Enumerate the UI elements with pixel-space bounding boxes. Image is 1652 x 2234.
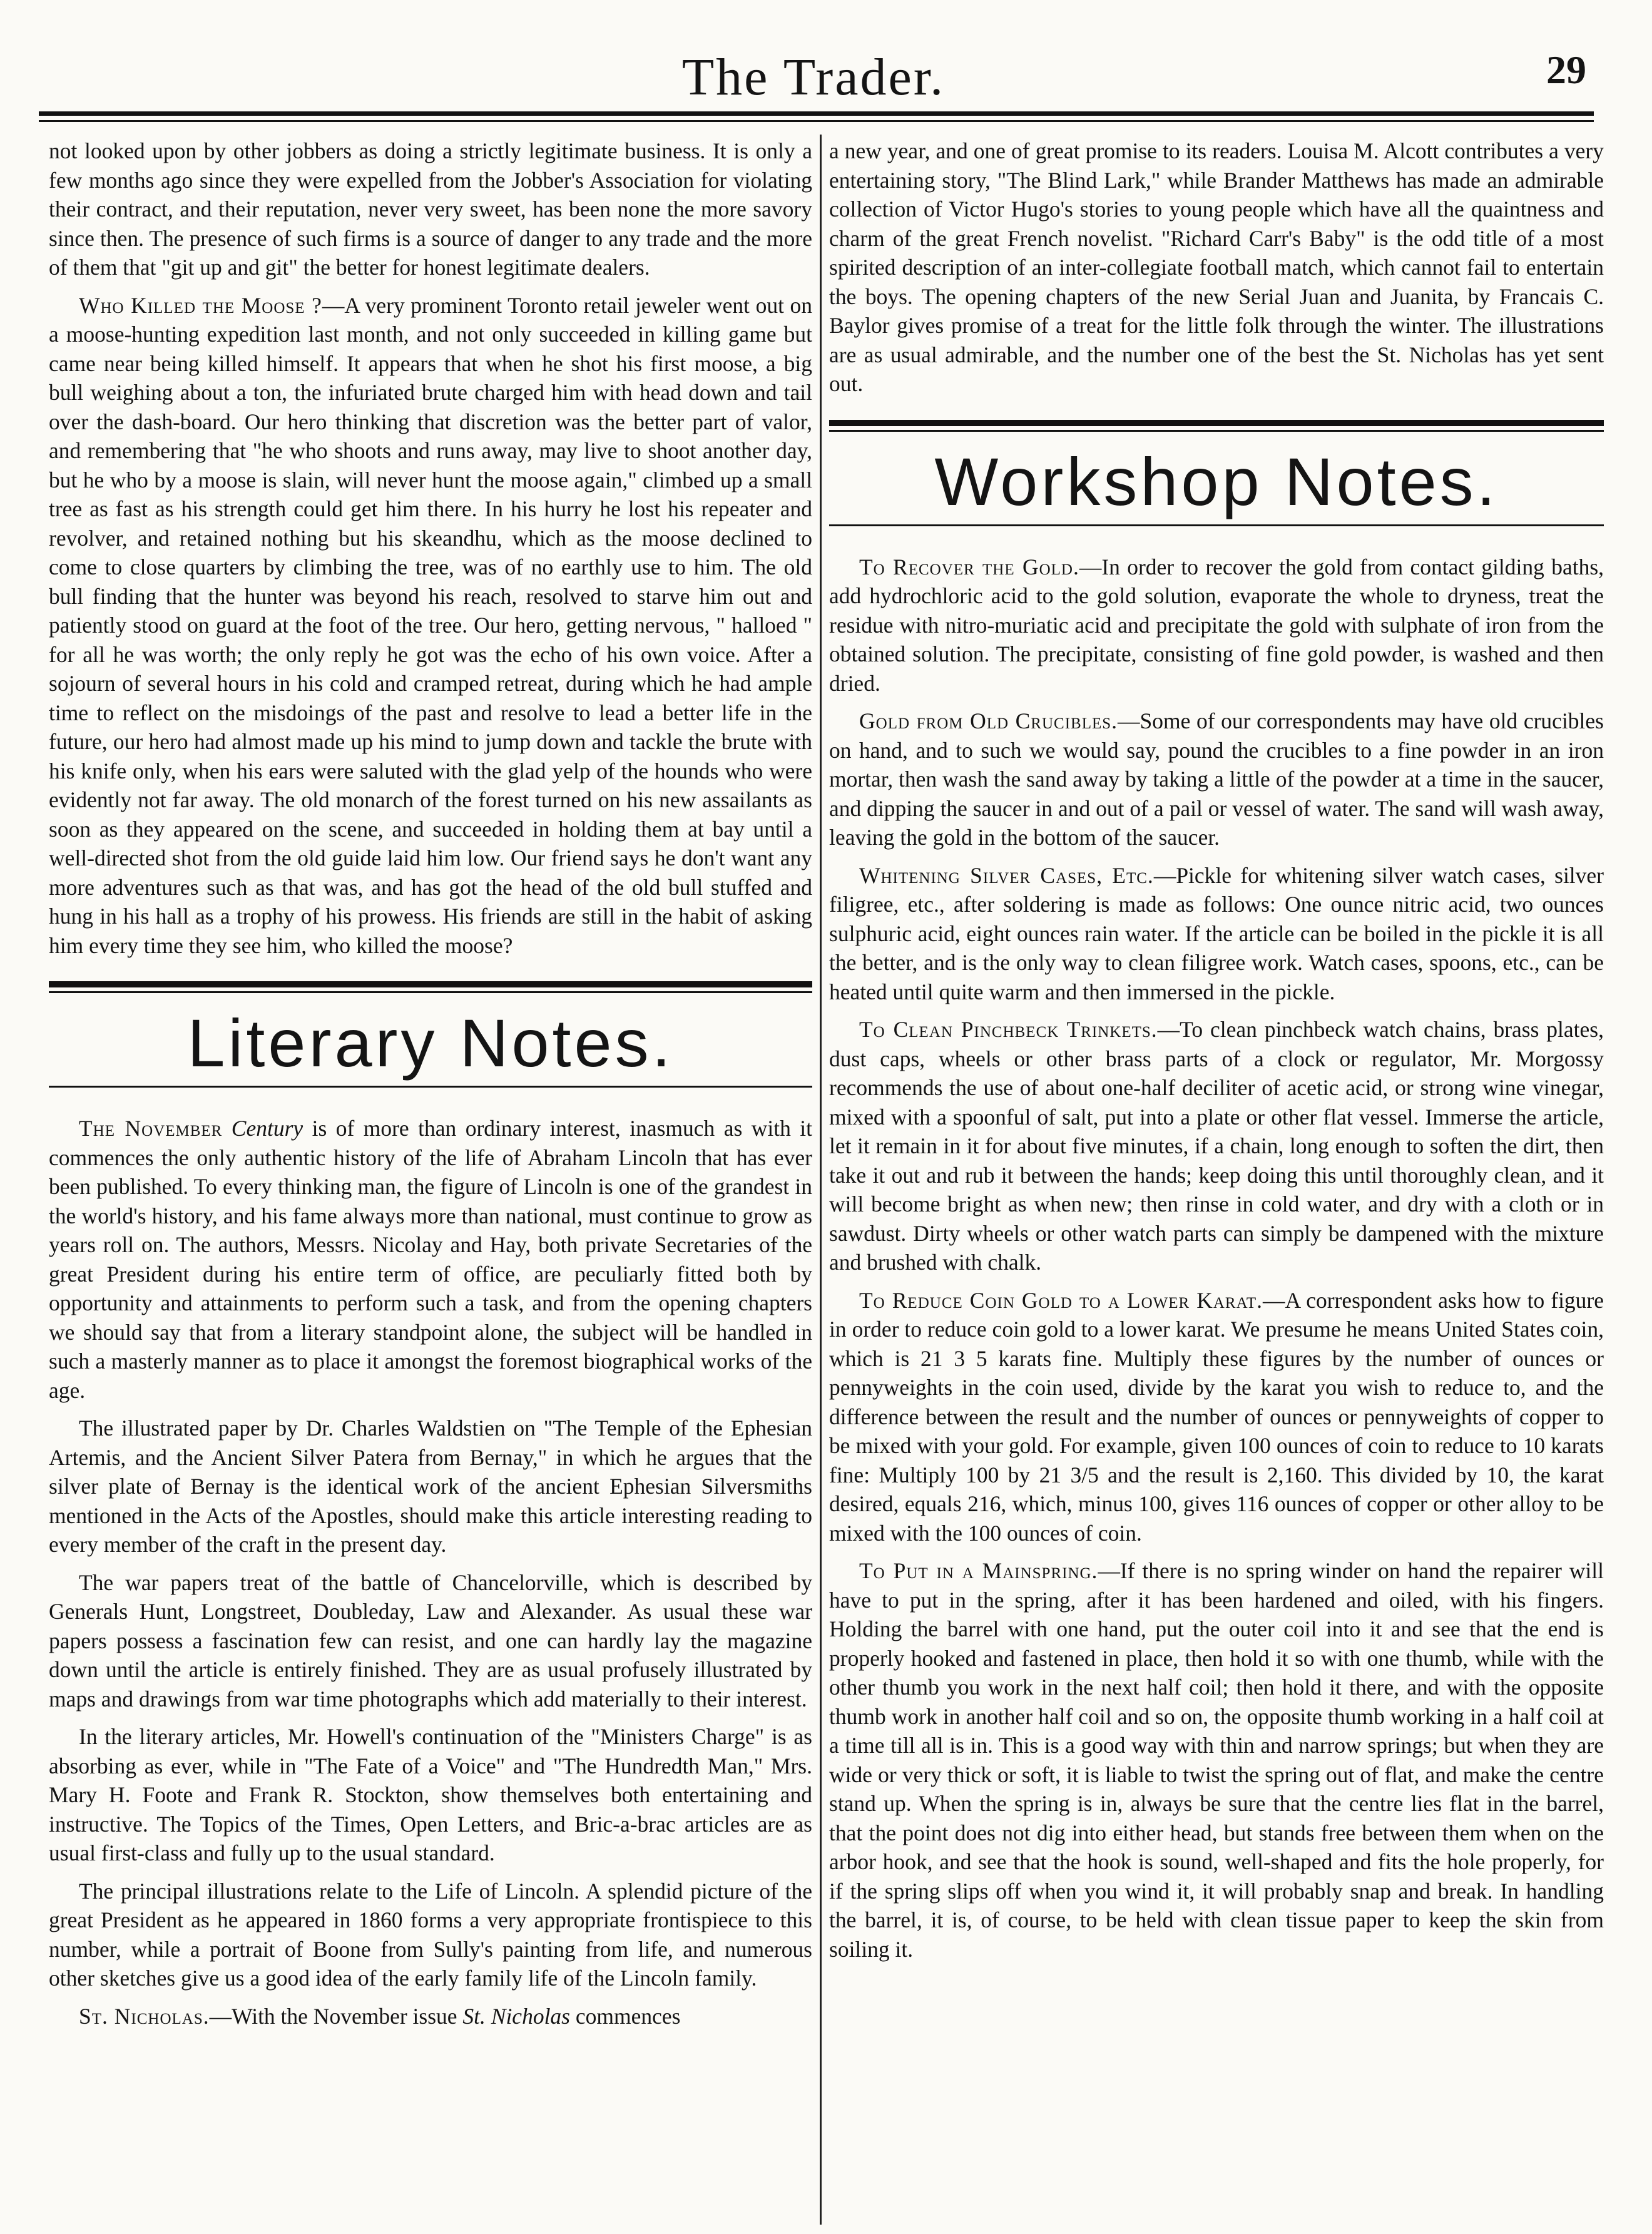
column-divider xyxy=(820,135,822,2225)
workshop-note xyxy=(829,1015,1604,1277)
moose-article-heading: Who Killed the Moose ? xyxy=(79,292,322,318)
literary-paragraph: The principal illustrations relate to the Life of Lincoln. A splendid picture of the great President as he appeared in 1860 forms a very appropriate frontispiece to this number, while a portrait of Boone from Sully's painting from life, and numerous other sketches give us a good idea of the early family life of the Lincoln family. xyxy=(49,1878,812,1991)
note-body: —In order to recover the gold from contact gilding baths, add hydrochloric acid to the gold solution, evaporate the whole to dryness, treat the residue with nitro-muriatic acid and precipitate the gold with sulphate of iron from the obtained solution. The precipitate, consisting of fine gold powder, is washed and then dried. xyxy=(829,554,1604,696)
page-header xyxy=(0,0,1652,125)
magazine-title: St. Nicholas xyxy=(462,2003,570,2029)
literary-section-rule xyxy=(49,981,812,993)
literary-notes-heading: Literary Notes. xyxy=(187,1005,674,1081)
workshop-section-rule xyxy=(829,420,1604,432)
note-body: —To clean pinchbeck watch chains, brass plates, dust caps, wheels or other brass parts of a clock or regulator, Mr. Morgossy recommends the use of about one-half deciliter of acetic acid, or strong wine vinegar, mixed with a spoonful of salt, put into a plate or other flat vessel. Immerse the article, let it remain in it for about five minutes, if a chain, long enough to soften the dirt, then take it out and rub it between the hands; keep doing this until thoroughly clean, and it will become bright as when new; then rinse in cold water, and dry with a cloth or in sawdust. Dirty wheels or other watch parts can simply be dampened with the mixture and brushed with chalk. xyxy=(829,1017,1604,1275)
literary-text: commences xyxy=(575,2003,681,2029)
note-heading: Whitening Silver Cases, Etc. xyxy=(859,862,1154,888)
literary-paragraph xyxy=(49,2002,812,2031)
literary-lead: St. Nicholas. xyxy=(79,2003,210,2029)
literary-text: —With the November issue xyxy=(209,2003,457,2029)
workshop-note xyxy=(829,1556,1604,1964)
masthead-title: The Trader. xyxy=(681,48,946,106)
workshop-notes-heading: Workshop Notes. xyxy=(934,443,1499,519)
header-rule-thin xyxy=(39,120,1594,122)
note-body: —If there is no spring winder on hand the repairer will have to put in the spring, after it has been hardened and oiled, with his fingers. Holding the barrel with one hand, put the outer coil into it and see that the end is properly hooked and fastened in place, then hold it so with one thumb, while with the other thumb you work in the next half coil; then hold it there, and with the opposite thumb work in another half coil and so on, the opposite thumb working in a half coil at a time till all is in. This is a good way with thin and narrow springs; but when they are wide or very thick or soft, it is liable to twist the spring out of flat, and make the centre stand up. When the spring is in, always be sure that the centre lies flat in the barrel, that the point does not dig into either head, but stands free between them when on the arbor hook, and see that the hook is sound, well-shaped and fits the hole properly, for if the spring slips off when you wind it, it will probably snap and break. In handling the barrel, it is, of course, to be held with clean tissue paper to keep the skin from soiling it. xyxy=(829,1558,1604,1962)
moose-article xyxy=(49,291,812,961)
note-body: —A correspondent asks how to figure in order to reduce coin gold to a lower karat. We presume he means United States coin, which is 21 3 5 karats fine. Multiply these figures by the number of ounces or pennyweights in the coin used, divide by the karat you wish to reduce to, and the difference between the result and the number of ounces or pennyweights of copper to be mixed with your gold. For example, given 100 ounces of coin to reduce to 10 karats fine: Multiply 100 by 21 3/5 and the result is 2,160. This divided by 10, the karat desired, equals 216, which, minus 100, gives 116 ounces of copper or other alloy to be mixed with the 100 ounces of coin. xyxy=(829,1287,1604,1546)
note-body: —Some of our correspondents may have old crucibles on hand, and to such we would say, pound the crucibles to a fine powder in an iron mortar, then wash the sand away by taking a little of the powder at a time in the saucer, and dipping the saucer in and out of a pail or vessel of water. The sand will wash away, leaving the gold in the bottom of the saucer. xyxy=(829,708,1604,850)
article-continuation: a new year, and one of great promise to its readers. Louisa M. Alcott contributes a very entertaining story, "The Blind Lark," while Brander Matthews has made an admirable collection of Victor Hugo's stories to young people which have all the quaintness and charm of the great French novelist. "Richard Carr's Baby" is the odd title of a most spirited description of an inter-collegiate football match, which cannot fail to entertain the boys. The opening chapters of the new Serial Juan and Juanita, by Francais C. Baylor gives promise of a treat for the little folk through the winter. The illustrations are as usual admirable, and the number one of the best the St. Nicholas has yet sent out. xyxy=(829,138,1604,396)
literary-paragraph: In the literary articles, Mr. Howell's continuation of the "Ministers Charge" is as absorbing as ever, while in "The Fate of a Voice" and "The Hundredth Man," Mrs. Mary H. Foote and Frank R. Stockton, show themselves both entertaining and instructive. The Topics of the Times, Open Letters, and Bric-a-brac articles are as usual first-class and fully up to the usual standard. xyxy=(49,1724,812,1865)
note-heading: To Put in a Mainspring. xyxy=(859,1558,1098,1583)
page-number: 29 xyxy=(1546,48,1586,92)
workshop-note xyxy=(829,706,1604,852)
workshop-note xyxy=(829,553,1604,698)
workshop-note xyxy=(829,1286,1604,1548)
article-continuation: not looked upon by other jobbers as doing a strictly legitimate business. It is only a few months ago since they were expelled from the Jobber's Association for violating their contract, and their reputation, never very sweet, has been none the more savory since then. The presence of such firms is a source of danger to any trade and the more of them that "git up and git" the better for honest legitimate dealers. xyxy=(49,138,812,280)
note-heading: To Recover the Gold. xyxy=(859,554,1079,579)
right-column xyxy=(829,136,1604,2220)
literary-heading-underline xyxy=(49,1086,812,1088)
note-heading: Gold from Old Crucibles. xyxy=(859,708,1118,733)
header-rule-thick xyxy=(39,111,1594,116)
workshop-note xyxy=(829,861,1604,1007)
literary-paragraph xyxy=(49,1114,812,1405)
literary-paragraph: The war papers treat of the battle of Chancelorville, which is described by Generals Hunt, Longstreet, Doubleday, Law and Alexander. As usual these war papers possess a fascination few can resist, and one can hardly lay the magazine down until the article is entirely finished. They are as usual profusely illustrated by maps and drawings from war time photographs which add materially to their interest. xyxy=(49,1569,812,1711)
magazine-title: Century xyxy=(231,1116,303,1141)
note-heading: To Clean Pinchbeck Trinkets. xyxy=(859,1017,1158,1042)
literary-text: is of more than ordinary interest, inasmuch as with it commences the only authentic history of the life of Abraham Lincoln that has ever been published. To every thinking man, the figure of Lincoln is one of the grandest in the world's history, and his fame always more than national, must continue to grow as years roll on. The authors, Messrs. Nicolay and Hay, both private Secretaries of the great President during his entire term of office, are peculiarly fitted both by opportunity and attainments to perform such a task, and from the opening chapters we should say that from a literary standpoint alone, the subject will be handled in such a masterly manner as to place it amongst the foremost biographical works of the age. xyxy=(49,1116,812,1403)
moose-article-body: —A very prominent Toronto retail jeweler went out on a moose-hunting expedition last month, and not only succeeded in killing game but came near being killed himself. It appears that when he shot his first moose, a big bull weighing about a ton, the infuriated brute charged him with head down and tail over the dash-board. Our hero thinking that discretion was the better part of valor, and remembering that "he who shoots and runs away, may live to shoot another day, but he who by a moose is slain, will never hunt the moose again," climbed up a small tree as fast as his strength could get him there. In his hurry he lost his repeater and revolver, and retained nothing but his skeandhu, which as the moose declined to come to close quarters by climbing the tree, was of no earthly use to him. The old bull finding that the hunter was beyond his reach, resolved to starve him out and patiently stood on guard at the foot of the tree. Our hero, getting nervous, " halloed " for all he was worth; the only reply he got was the echo of his own voice. After a sojourn of several hours in his cold and cramped retreat, during which he had ample time to reflect on the misdoings of the past and resolve to lead a better life in the future, our hero had almost made up his mind to jump down and tackle the brute with his knife only, when his ears were saluted with the glad yelp of the hounds who were evidently not far away. The old monarch of the forest turned on his new assailants as soon as they appeared on the scene, and succeeded in holding them at bay until a well-directed shot from the old guide laid him low. Our friend says he don't want any more adventures such as that was, and has got the head of the old bull stuffed and hung in his hall as a trophy of his prowess. His friends are still in the habit of asking him every time they see him, who killed the moose? xyxy=(49,292,812,958)
workshop-heading-underline xyxy=(829,524,1604,526)
note-body: —Pickle for whitening silver watch cases, silver filigree, etc., after soldering is made as follows: One ounce nitric acid, two ounces sulphuric acid, eight ounces rain water. If the article can be boiled in the pickle it is all the better, and is the only way to clean filigree work. Watch cases, spoons, etc., can be heated until quite warm and then immersed in the pickle. xyxy=(829,862,1604,1004)
note-heading: To Reduce Coin Gold to a Lower Karat. xyxy=(859,1287,1263,1313)
literary-paragraph: The illustrated paper by Dr. Charles Waldstien on "The Temple of the Ephesian Artemis, and the Ancient Silver Patera from Bernay," in which he argues that the silver plate of Bernay is the identical work of the ancient Ephesian Silversmiths mentioned in the Acts of the Apostles, should make this article interesting reading to every member of the craft in the present day. xyxy=(49,1415,812,1557)
left-column xyxy=(49,136,812,2220)
literary-lead: The November xyxy=(79,1116,223,1141)
